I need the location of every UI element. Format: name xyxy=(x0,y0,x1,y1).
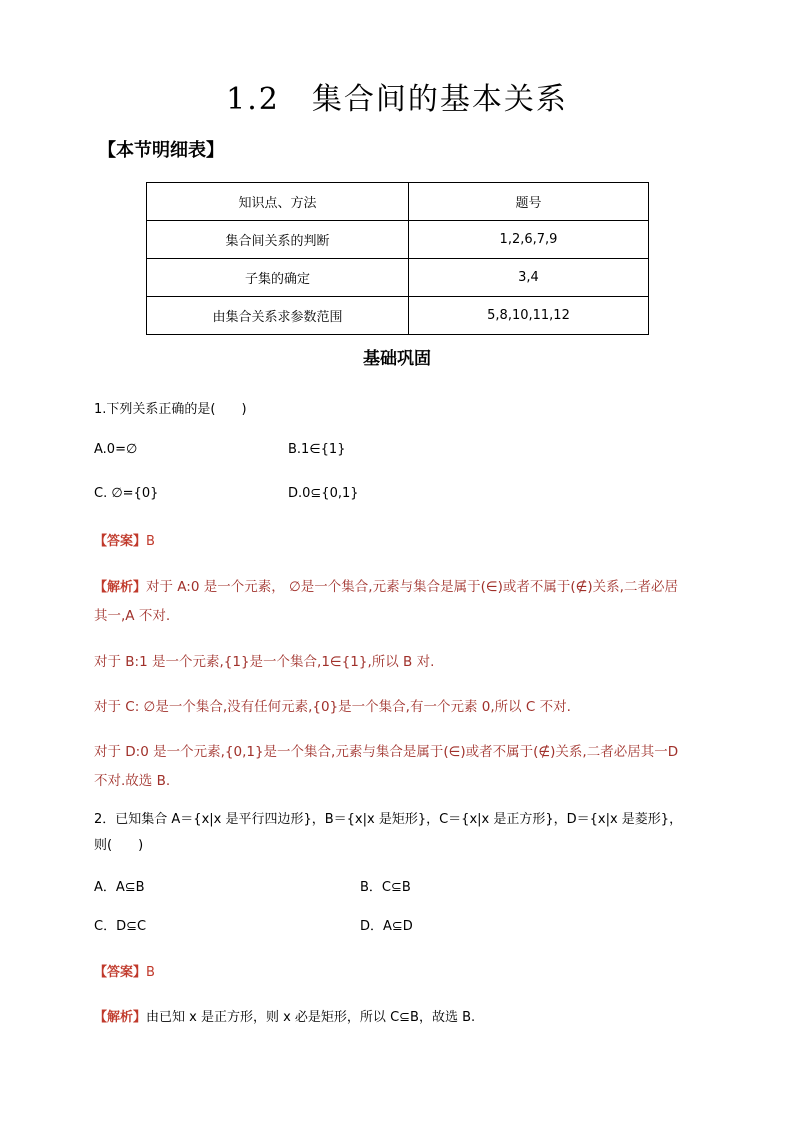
table-cell: 5,8,10,11,12 xyxy=(409,297,649,335)
q2-option-c: C．D⊆C xyxy=(94,919,147,934)
q2-option-a: A．A⊆B xyxy=(94,880,145,895)
table-cell: 3,4 xyxy=(409,259,649,297)
analysis-label: 【解析】 xyxy=(94,580,147,595)
analysis-label: 【解析】 xyxy=(94,1010,147,1025)
table-row xyxy=(147,221,649,259)
table-header-cell: 知识点、方法 xyxy=(147,183,409,221)
table-cell: 集合间关系的判断 xyxy=(147,221,409,259)
question-2-stem-line-2: 则( ) xyxy=(94,838,144,853)
answer-label: 【答案】 xyxy=(94,534,147,549)
detail-table xyxy=(146,182,649,335)
section-heading: 【本节明细表】 xyxy=(98,140,224,161)
table-header-cell: 题号 xyxy=(409,183,649,221)
subsection-title: 基础巩固 xyxy=(363,349,431,369)
q1-analysis-line-6: 不对.故选 B. xyxy=(94,773,171,789)
analysis-text: 由已知 x 是正方形，则 x 必是矩形，所以 C⊆B，故选 B. xyxy=(146,1010,476,1025)
page-title: 1.2 集合间的基本关系 xyxy=(226,82,568,117)
q1-option-a: A.0=∅ xyxy=(94,442,138,457)
table-header-row xyxy=(147,183,649,221)
question-1-stem: 1.下列关系正确的是( ) xyxy=(94,402,247,417)
q1-option-c: C. ∅={0} xyxy=(94,486,159,501)
q1-option-d: D.0⊆{0,1} xyxy=(288,486,359,501)
q2-option-d: D．A⊆D xyxy=(360,919,413,934)
answer-value: B xyxy=(146,965,155,980)
q2-analysis xyxy=(94,1006,475,1025)
q1-answer xyxy=(94,530,155,549)
answer-value: B xyxy=(146,534,155,549)
q2-option-b: B．C⊆B xyxy=(360,880,411,895)
q1-analysis-line-5: 对于 D:0 是一个元素,{0,1}是一个集合,元素与集合是属于(∈)或者不属于(∉)关系,二者必居其一D xyxy=(94,744,679,760)
table-cell: 1,2,6,7,9 xyxy=(409,221,649,259)
table-row xyxy=(147,259,649,297)
q1-analysis-line-4: 对于 C: ∅是一个集合,没有任何元素,{0}是一个集合,有一个元素 0,所以 C 不对. xyxy=(94,699,571,715)
q1-option-b: B.1∈{1} xyxy=(288,442,346,457)
q1-analysis-line-2: 其一,A 不对. xyxy=(94,608,171,624)
table-cell: 由集合关系求参数范围 xyxy=(147,297,409,335)
analysis-text: 对于 A:0 是一个元素， ∅是一个集合,元素与集合是属于(∈)或者不属于(∉)关系,二者必居 xyxy=(146,579,678,595)
answer-label: 【答案】 xyxy=(94,965,147,980)
question-2-stem-line-1: 2．已知集合 A＝{x|x 是平行四边形}，B＝{x|x 是矩形}，C＝{x|x 是正方形}，D＝{x|x 是菱形}， xyxy=(94,812,683,827)
table-cell: 子集的确定 xyxy=(147,259,409,297)
table-row xyxy=(147,297,649,335)
q2-answer xyxy=(94,961,155,980)
q1-analysis-line-1 xyxy=(94,575,678,595)
q1-analysis-line-3: 对于 B:1 是一个元素,{1}是一个集合,1∈{1},所以 B 对. xyxy=(94,654,435,670)
